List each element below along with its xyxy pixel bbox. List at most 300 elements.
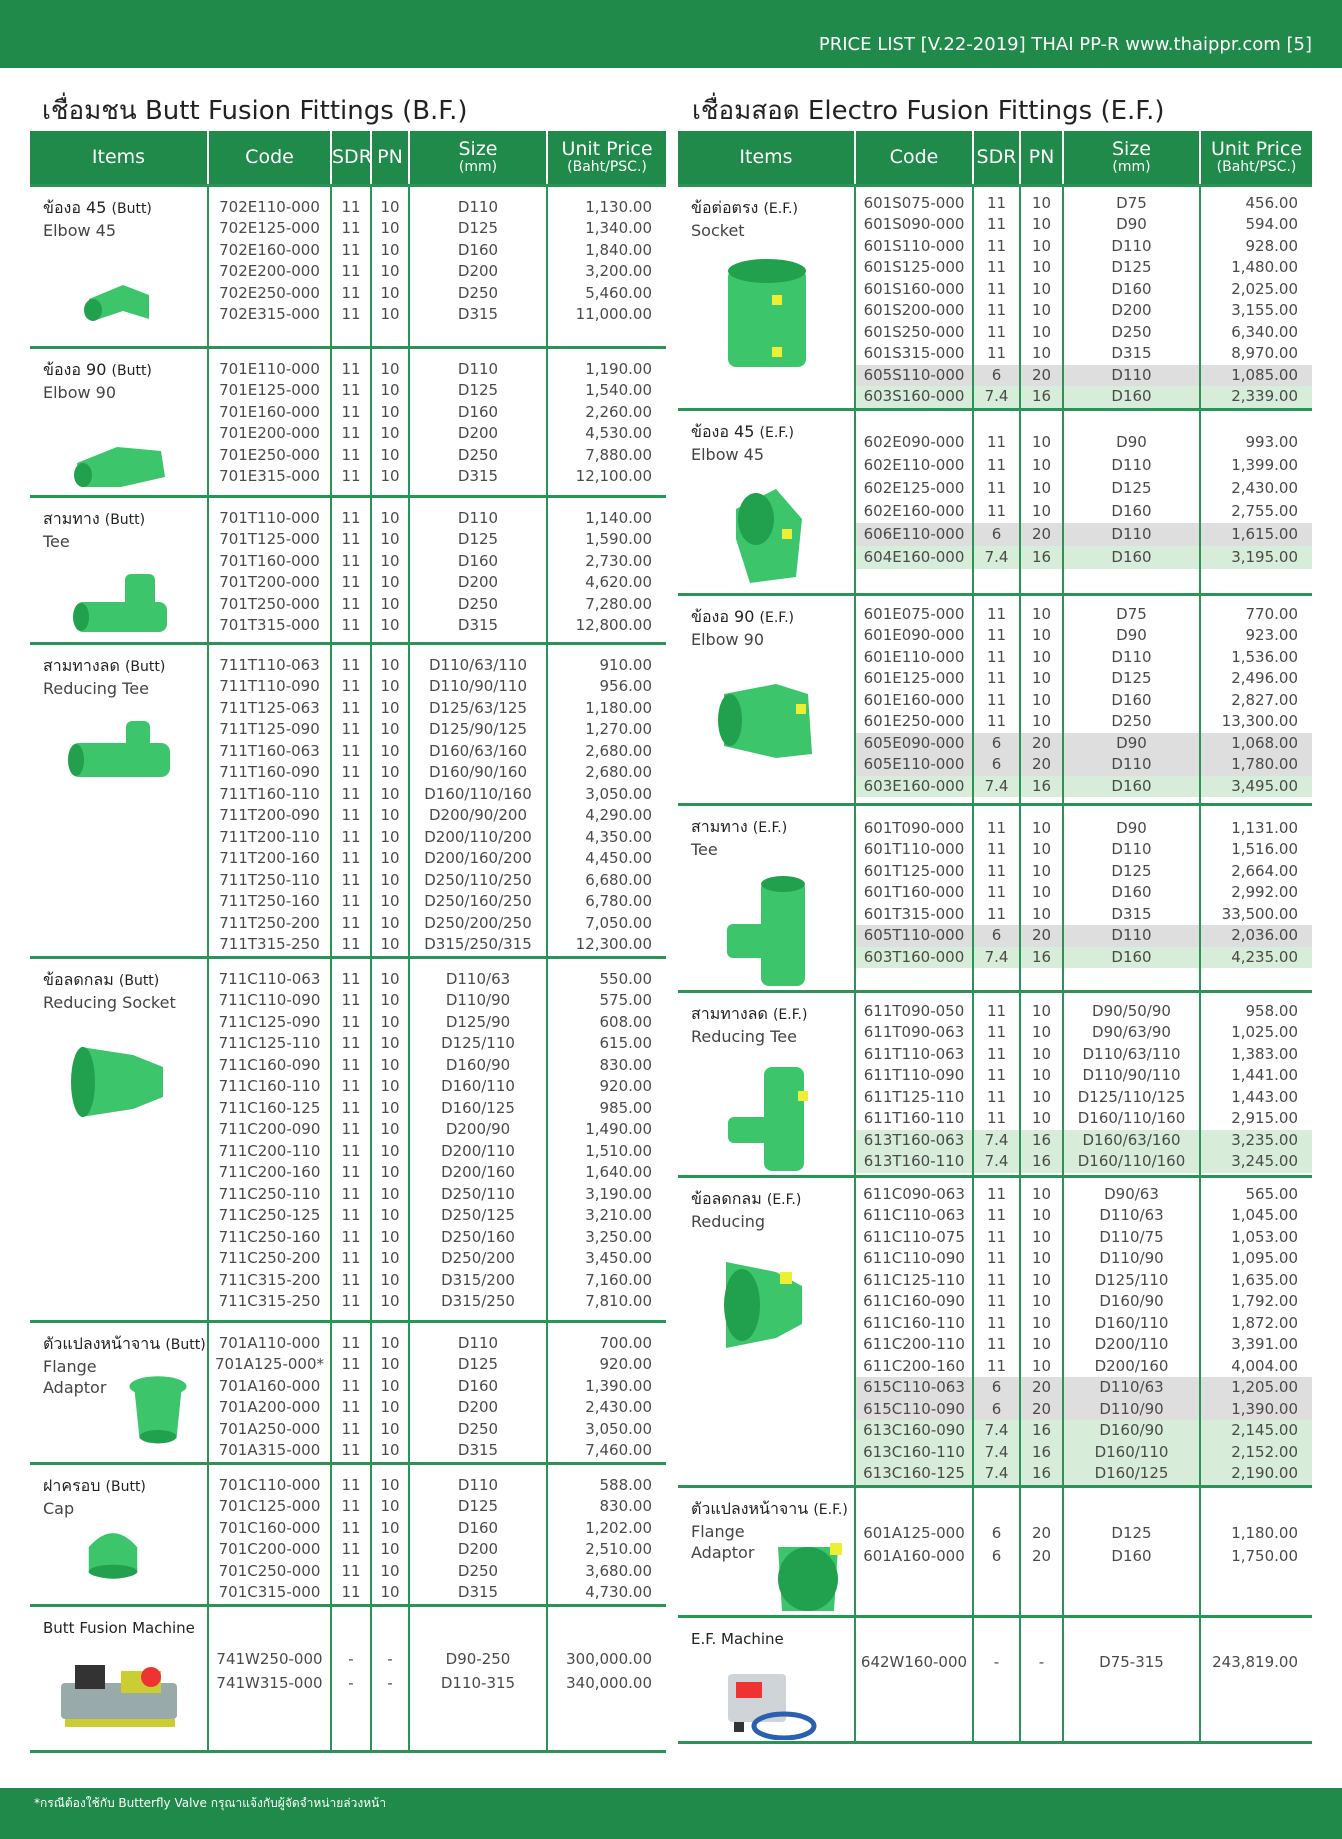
code-value: 602E090-000 xyxy=(863,432,965,451)
size-value: D125 xyxy=(457,381,499,399)
sdr-value: 11 xyxy=(341,870,361,889)
item-cell xyxy=(30,957,208,1321)
electro-section-title: เชื่อมสอด Electro Fusion Fittings (E.F.) xyxy=(692,96,1165,126)
table-group-row xyxy=(30,643,666,957)
code-value: 611T110-063 xyxy=(863,1044,965,1063)
item-cell xyxy=(30,643,208,957)
pn-value: 10 xyxy=(380,1184,400,1203)
table-group-row xyxy=(678,1176,1312,1486)
price-value: 565.00 xyxy=(1245,1184,1298,1203)
pn-value: 10 xyxy=(380,283,400,302)
code-value: 611C160-090 xyxy=(863,1292,965,1310)
code-value: 711T250-160 xyxy=(219,892,320,910)
sdr-value: 11 xyxy=(986,1313,1007,1332)
size-value: D125 xyxy=(1111,478,1152,497)
code-value: 711T160-090 xyxy=(219,763,320,781)
pn-value: 10 xyxy=(1031,193,1052,212)
item-thai-name: ตัวแปลงหน้าจาน xyxy=(43,1333,161,1353)
col-price: Unit Price (Baht/PSC.) xyxy=(547,131,666,185)
pn-value: 10 xyxy=(380,913,400,932)
pn-value: 16 xyxy=(1021,1442,1062,1464)
pn-value: 16 xyxy=(1021,776,1062,798)
code-value: 701C200-000 xyxy=(218,1540,321,1558)
size-value: D110/63/110 xyxy=(428,655,527,674)
sdr-value: 11 xyxy=(341,445,361,464)
code-value: 613C160-125 xyxy=(856,1463,972,1485)
sdr-value: 7.4 xyxy=(974,1442,1019,1464)
sdr-value: 11 xyxy=(986,455,1007,474)
size-value: D90 xyxy=(1064,733,1199,755)
size-cell xyxy=(1063,1486,1200,1616)
size-value: D110 xyxy=(1064,523,1199,546)
price-value: 8,970.00 xyxy=(1231,344,1298,362)
sdr-value: 11 xyxy=(986,1206,1007,1224)
item-name xyxy=(30,959,207,1013)
sdr-value: 11 xyxy=(986,1356,1007,1375)
pn-value: 10 xyxy=(1031,478,1052,497)
size-value: D75-315 xyxy=(1099,1652,1164,1671)
header-title: PRICE LIST [V.22-2019] THAI PP-R www.thaippr.com [5] xyxy=(818,34,1312,55)
footer-note: *กรณีต้องใช้กับ Butterfly Valve กรุณาแจ้งกับผู้จัดจำหน่ายล่วงหน้า xyxy=(34,1796,387,1810)
code-value: 605E110-000 xyxy=(856,754,972,776)
item-english-name: Cap xyxy=(43,1498,75,1518)
sdr-value: 11 xyxy=(341,240,361,259)
price-value: 2,680.00 xyxy=(585,763,652,781)
price-value: 3,195.00 xyxy=(1201,546,1312,569)
code-value: 711C110-063 xyxy=(218,969,321,988)
size-value: D250/125 xyxy=(441,1206,515,1224)
size-value: D110/90 xyxy=(1099,1249,1164,1267)
code-cell xyxy=(208,643,331,957)
price-cell xyxy=(1200,1486,1312,1616)
item-cell xyxy=(30,496,208,643)
pn-value: 10 xyxy=(1031,258,1052,276)
sdr-value: 6 xyxy=(974,523,1019,546)
size-value: D250 xyxy=(457,445,499,464)
price-value: 3,050.00 xyxy=(585,1419,652,1438)
sdr-value: 11 xyxy=(341,1583,361,1601)
pn-value: 10 xyxy=(1031,883,1052,901)
pn-value: 10 xyxy=(380,720,400,738)
pn-value: 10 xyxy=(380,677,400,695)
size-value: D125 xyxy=(457,219,499,237)
size-value: D160 xyxy=(457,402,499,421)
item-thai-name: ข้องอ 90 xyxy=(691,606,755,626)
size-value: D110 xyxy=(1111,840,1152,858)
pn-value: 10 xyxy=(380,1163,400,1181)
pn-value: 10 xyxy=(380,573,400,591)
size-value: D200/160/200 xyxy=(424,849,532,867)
sdr-value: 11 xyxy=(341,655,361,674)
pn-value: 20 xyxy=(1021,365,1062,387)
sdr-value: 11 xyxy=(341,677,361,695)
item-name xyxy=(678,1488,854,1563)
item-cell xyxy=(30,1321,208,1463)
sdr-value: 11 xyxy=(986,1109,1007,1127)
pn-value: 10 xyxy=(380,849,400,867)
price-value: 1,399.00 xyxy=(1231,455,1298,474)
sdr-value: 11 xyxy=(986,501,1007,520)
size-value: D200/90/200 xyxy=(428,806,527,824)
price-value: 6,780.00 xyxy=(585,892,652,910)
pn-value: 20 xyxy=(1021,925,1062,947)
price-value: 3,200.00 xyxy=(585,262,652,280)
table-group-row xyxy=(678,1616,1312,1742)
sdr-value: 11 xyxy=(341,1012,361,1031)
code-value: 611T110-090 xyxy=(863,1066,965,1084)
price-value: 3,250.00 xyxy=(585,1227,652,1246)
price-cell xyxy=(547,957,666,1321)
sdr-value: - xyxy=(348,1673,354,1692)
size-value: D160 xyxy=(1111,690,1152,709)
code-value: 711T160-110 xyxy=(219,784,320,803)
code-value: 605T110-000 xyxy=(856,925,972,947)
price-value: 12,300.00 xyxy=(575,935,652,953)
code-value: 601A125-000 xyxy=(863,1523,965,1542)
price-value: 1,140.00 xyxy=(585,508,652,527)
size-value: D125/90/125 xyxy=(428,720,527,738)
code-value: 601S090-000 xyxy=(863,215,965,233)
code-value: 701A125-000* xyxy=(214,1355,325,1373)
code-value: 741W315-000 xyxy=(216,1673,323,1692)
size-value: D90 xyxy=(1116,432,1147,451)
price-value: 340,000.00 xyxy=(566,1673,652,1692)
pn-value: 10 xyxy=(1031,301,1052,319)
sdr-value: 11 xyxy=(986,301,1007,319)
code-value: 711C200-090 xyxy=(218,1120,321,1138)
size-value: D110 xyxy=(1111,455,1152,474)
price-value: 1,872.00 xyxy=(1231,1313,1298,1332)
pn-value: 10 xyxy=(1031,669,1052,687)
size-value: D110/90/110 xyxy=(1082,1066,1181,1084)
pn-value: 16 xyxy=(1021,386,1062,408)
price-value: 4,530.00 xyxy=(585,424,652,442)
pn-value: 10 xyxy=(380,892,400,910)
price-value: 594.00 xyxy=(1245,215,1298,233)
pn-cell xyxy=(371,1321,409,1463)
pn-value: 10 xyxy=(1031,1335,1052,1353)
sdr-value: 11 xyxy=(341,935,361,953)
code-value: 601S075-000 xyxy=(863,193,965,212)
item-thai-name: สามทางลด xyxy=(43,655,120,675)
size-value: D250 xyxy=(457,1561,499,1580)
size-value: D250/110/250 xyxy=(424,870,532,889)
size-value: D200 xyxy=(457,573,499,591)
sdr-value: 11 xyxy=(341,1206,361,1224)
size-value: D110 xyxy=(1064,754,1199,776)
sdr-value: 11 xyxy=(341,1292,361,1310)
size-cell xyxy=(1063,185,1200,409)
size-value: D315 xyxy=(457,616,499,634)
price-value: 2,339.00 xyxy=(1201,386,1312,408)
sdr-value: 11 xyxy=(986,193,1007,212)
sdr-value: 11 xyxy=(986,1292,1007,1310)
sdr-value: 11 xyxy=(986,626,1007,644)
price-cell xyxy=(1200,1616,1312,1742)
item-type-tag: (E.F.) xyxy=(766,1191,802,1208)
col-code: Code xyxy=(208,131,331,185)
code-value: 711T200-160 xyxy=(219,849,320,867)
pn-value: 10 xyxy=(380,1376,400,1395)
size-value: D315 xyxy=(1111,904,1152,923)
size-value: D90 xyxy=(1116,818,1147,837)
pn-cell xyxy=(1020,409,1063,594)
price-cell xyxy=(547,1321,666,1463)
item-name xyxy=(30,187,207,241)
item-cell xyxy=(678,409,855,594)
pn-value: 10 xyxy=(380,1292,400,1310)
size-value: D160 xyxy=(457,240,499,259)
price-value: 830.00 xyxy=(599,1055,652,1074)
code-value: 701C250-000 xyxy=(218,1561,321,1580)
sdr-value: 11 xyxy=(341,741,361,760)
price-value: 1,095.00 xyxy=(1231,1249,1298,1267)
price-value: 4,004.00 xyxy=(1231,1356,1298,1375)
size-value: D160/90/160 xyxy=(428,763,527,781)
item-english-name: Flange xyxy=(43,1356,97,1376)
size-cell xyxy=(409,643,547,957)
sdr-value: 11 xyxy=(986,647,1007,666)
code-value: 711C315-200 xyxy=(218,1270,321,1289)
price-value: 7,280.00 xyxy=(585,594,652,613)
code-value: 606E110-000 xyxy=(856,523,972,546)
price-value: 1,441.00 xyxy=(1231,1066,1298,1084)
size-value: D110-315 xyxy=(440,1673,516,1692)
pn-cell xyxy=(371,643,409,957)
table-group-row xyxy=(30,347,666,496)
size-value: D315 xyxy=(457,1583,499,1601)
size-value: D110 xyxy=(1111,236,1152,255)
code-value: 701T315-000 xyxy=(219,616,320,634)
item-english-name: Elbow 90 xyxy=(43,382,117,402)
size-value: D315/250 xyxy=(441,1292,515,1310)
code-value: 701E125-000 xyxy=(219,381,320,399)
code-value: 711C200-110 xyxy=(218,1141,321,1160)
code-value: 613T160-063 xyxy=(856,1130,972,1152)
pn-value: 10 xyxy=(380,870,400,889)
size-value: D200/90 xyxy=(445,1120,511,1138)
pn-value: 10 xyxy=(1031,690,1052,709)
code-value: 701A110-000 xyxy=(218,1333,321,1352)
sdr-value: 11 xyxy=(341,1034,361,1052)
size-value: D90/63 xyxy=(1104,1184,1159,1203)
code-value: 701A250-000 xyxy=(218,1419,321,1438)
code-value: 701E315-000 xyxy=(219,467,320,485)
price-value: 2,680.00 xyxy=(585,741,652,760)
size-value: D160/90 xyxy=(445,1055,511,1074)
sdr-cell xyxy=(331,1463,371,1605)
pn-value: 10 xyxy=(1031,1109,1052,1127)
item-name xyxy=(678,1618,854,1650)
code-value: 611C110-063 xyxy=(863,1206,965,1224)
sdr-value: 11 xyxy=(986,1044,1007,1063)
code-value: 711C250-125 xyxy=(218,1206,321,1224)
reducing-socket-fitting-icon xyxy=(67,1027,171,1127)
size-value: D160/90 xyxy=(1064,1420,1199,1442)
code-value: 702E200-000 xyxy=(219,262,320,280)
size-value: D110 xyxy=(457,197,499,216)
code-value: 611C160-110 xyxy=(863,1313,965,1332)
pn-value: 10 xyxy=(380,1120,400,1138)
price-value: 615.00 xyxy=(599,1034,652,1052)
price-value: 1,053.00 xyxy=(1231,1227,1298,1246)
item-thai-name: ข้อต่อตรง xyxy=(691,197,759,217)
size-value: D250 xyxy=(457,283,499,302)
code-value: 702E250-000 xyxy=(219,283,320,302)
ef-socket-fitting-icon xyxy=(714,255,818,373)
size-value: D315/200 xyxy=(441,1270,515,1289)
price-value: 456.00 xyxy=(1245,193,1298,212)
code-value: 601T125-000 xyxy=(863,861,965,880)
sdr-cell xyxy=(973,1176,1020,1486)
pn-cell xyxy=(1020,991,1063,1176)
size-value: D160 xyxy=(457,1376,499,1395)
size-value: D315 xyxy=(457,467,499,485)
price-value: 12,800.00 xyxy=(575,616,652,634)
code-value: 711C110-090 xyxy=(218,991,321,1009)
item-english-name: Reducing xyxy=(691,1211,766,1231)
code-value: 711T125-063 xyxy=(219,698,320,717)
pn-value: 10 xyxy=(380,1270,400,1289)
code-value: 603S160-000 xyxy=(856,386,972,408)
code-value: 701T250-000 xyxy=(219,594,320,613)
sdr-value: 11 xyxy=(341,1497,361,1515)
ef-elbow-90-fitting-icon xyxy=(716,664,816,764)
col-items: Items xyxy=(30,131,208,185)
size-value: D315 xyxy=(457,305,499,323)
price-value: 3,155.00 xyxy=(1231,301,1298,319)
size-value: D160 xyxy=(457,1518,499,1537)
price-value: 928.00 xyxy=(1245,236,1298,255)
ef-reducing-fitting-icon xyxy=(716,1246,816,1356)
price-value: 2,145.00 xyxy=(1201,1420,1312,1442)
code-value: 711C160-090 xyxy=(218,1055,321,1074)
item-name xyxy=(678,596,854,650)
price-value: 2,152.00 xyxy=(1201,1442,1312,1464)
sdr-value: 11 xyxy=(341,1540,361,1558)
price-value: 1,190.00 xyxy=(585,359,652,378)
code-cell xyxy=(208,957,331,1321)
size-value: D110 xyxy=(457,359,499,378)
code-value: 601T090-000 xyxy=(863,818,965,837)
price-value: 3,050.00 xyxy=(585,784,652,803)
col-items: Items xyxy=(678,131,855,185)
pn-value: 10 xyxy=(1031,236,1052,255)
size-cell xyxy=(409,957,547,1321)
pn-value: 20 xyxy=(1021,1399,1062,1421)
sdr-value: 11 xyxy=(986,279,1007,298)
table-group-row xyxy=(30,957,666,1321)
code-value: 701E200-000 xyxy=(219,424,320,442)
pn-value: 10 xyxy=(380,530,400,548)
size-value: D110/63 xyxy=(1099,1206,1164,1224)
sdr-value: 11 xyxy=(341,1270,361,1289)
price-value: 1,792.00 xyxy=(1231,1292,1298,1310)
price-value: 1,510.00 xyxy=(585,1141,652,1160)
code-value: 702E110-000 xyxy=(219,197,320,216)
code-value: 603E160-000 xyxy=(856,776,972,798)
item-english-name: Elbow 90 xyxy=(691,629,765,649)
size-value: D125/63/125 xyxy=(428,698,527,717)
sdr-value: 11 xyxy=(986,1001,1007,1020)
item-thai-name: ข้องอ 90 xyxy=(43,359,107,379)
code-value: 711T250-110 xyxy=(219,870,320,889)
size-value: D125 xyxy=(457,530,499,548)
sdr-value: 11 xyxy=(341,892,361,910)
price-value: 1,205.00 xyxy=(1201,1377,1312,1399)
sdr-value: 11 xyxy=(341,1249,361,1267)
sdr-value: 11 xyxy=(341,1355,361,1373)
table-group-row xyxy=(30,496,666,643)
code-value: 601T110-000 xyxy=(863,840,965,858)
size-value: D110/75 xyxy=(1099,1227,1164,1246)
size-value: D200 xyxy=(457,262,499,280)
code-value: 613T160-110 xyxy=(856,1151,972,1173)
sdr-value: 11 xyxy=(341,1077,361,1095)
pn-value: 10 xyxy=(1031,1227,1052,1246)
code-cell xyxy=(208,1321,331,1463)
sdr-cell xyxy=(331,643,371,957)
code-value: 602E160-000 xyxy=(863,501,965,520)
price-value: 2,430.00 xyxy=(585,1398,652,1416)
price-value: 2,496.00 xyxy=(1231,669,1298,687)
price-value: 956.00 xyxy=(599,677,652,695)
table-header-row xyxy=(30,131,666,185)
sdr-value: 11 xyxy=(986,1087,1007,1106)
size-value: D160 xyxy=(1111,883,1152,901)
table-group-row xyxy=(678,991,1312,1176)
code-value: 601S110-000 xyxy=(863,236,965,255)
pn-cell xyxy=(371,1605,409,1751)
code-value: 711C125-110 xyxy=(218,1034,321,1052)
pn-value: 10 xyxy=(380,262,400,280)
sdr-value: 11 xyxy=(341,827,361,846)
item-name xyxy=(678,1178,854,1232)
price-value: 1,390.00 xyxy=(1201,1399,1312,1421)
item-type-tag: (E.F.) xyxy=(759,424,794,441)
table-group-row xyxy=(30,1463,666,1605)
item-name xyxy=(30,1607,207,1639)
sdr-value: 6 xyxy=(991,1523,1002,1542)
sdr-value: 11 xyxy=(341,784,361,803)
sdr-value: 6 xyxy=(974,365,1019,387)
sdr-value: 11 xyxy=(341,1098,361,1117)
sdr-cell xyxy=(973,594,1020,804)
sdr-cell xyxy=(973,409,1020,594)
price-value: 2,915.00 xyxy=(1231,1109,1298,1127)
sdr-value: 11 xyxy=(341,262,361,280)
item-english-name: Reducing Tee xyxy=(43,678,149,698)
pn-value: 10 xyxy=(1031,1270,1052,1289)
size-value: D160 xyxy=(1111,501,1152,520)
pn-value: 10 xyxy=(380,806,400,824)
sdr-value: 6 xyxy=(974,925,1019,947)
table-group-row xyxy=(30,1321,666,1463)
price-value: 1,068.00 xyxy=(1201,733,1312,755)
code-value: 701T125-000 xyxy=(219,530,320,548)
price-value: 700.00 xyxy=(599,1333,652,1352)
col-sdr: SDR xyxy=(973,131,1020,185)
pn-value: - xyxy=(387,1673,393,1692)
price-value: 1,840.00 xyxy=(585,240,652,259)
price-value: 7,460.00 xyxy=(585,1441,652,1459)
pn-value: 10 xyxy=(380,991,400,1009)
sdr-value: 11 xyxy=(986,1270,1007,1289)
pn-value: 10 xyxy=(380,240,400,259)
size-value: D110/90 xyxy=(1064,1399,1199,1421)
code-cell xyxy=(208,185,331,347)
pn-value: 16 xyxy=(1021,947,1062,969)
